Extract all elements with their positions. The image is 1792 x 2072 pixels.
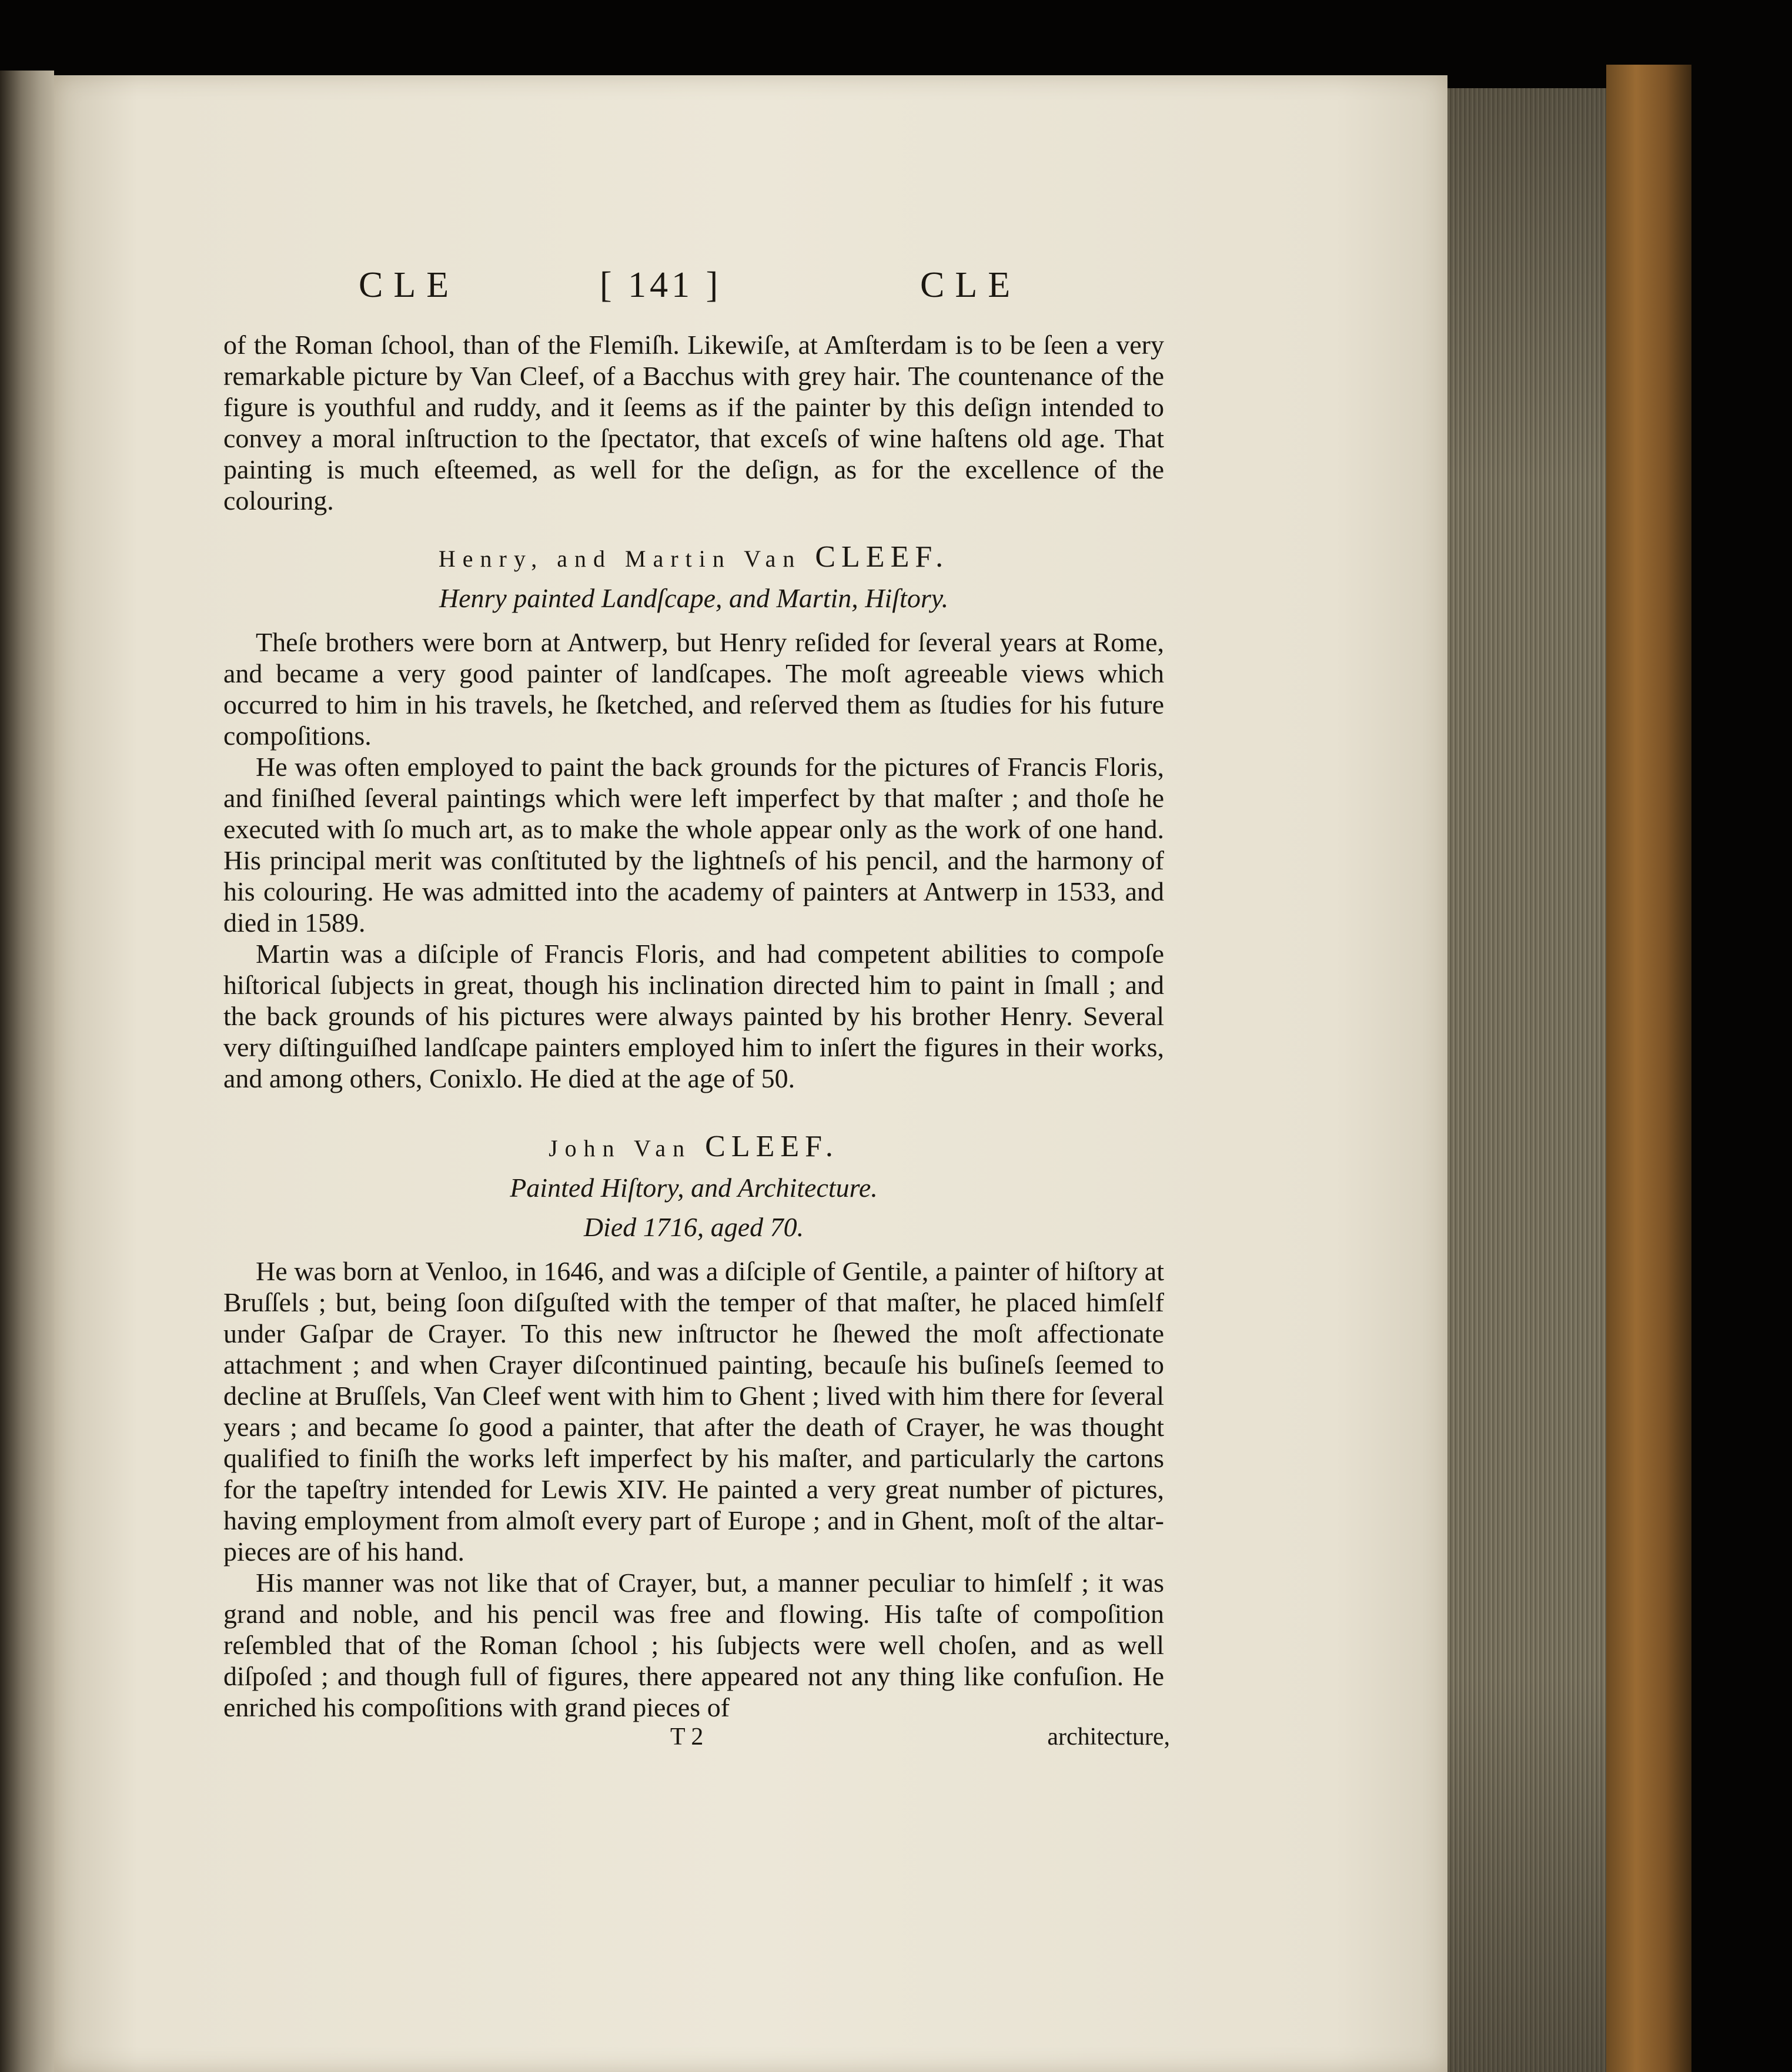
page-fore-edge	[1447, 88, 1606, 2072]
opening-paragraph: of the Roman ſchool, than of the Flemiſh. Likewiſe, at Amſterdam is to be ſeen a very remarkable picture by Van Cleef, of a Bacchus with grey hair. The countenance of the figure is youthful and ruddy, and it ſeems as if the painter by this deſign intended to convey a moral inſtruction to the ſpectator, that exceſs of wine haſtens old age. That painting is much eſteemed, as well for the deſign, as for the excellence of the colouring.	[223, 330, 1164, 516]
signature-mark: T 2	[670, 1723, 704, 1750]
facing-page-edge	[0, 71, 54, 2072]
paragraph: He was born at Venloo, in 1646, and was a diſciple of Gentile, a painter of hiſtory at Bruſſels ; but, being ſoon diſguſted with the temper of that maſter, he placed himſelf under Gaſpar de Crayer. To this new inſtructor he ſhewed the moſt affectionate attachment ; and when Crayer diſcontinued painting, becauſe his buſineſs ſeemed to decline at Bruſſels, Van Cleef went with him to Ghent ; lived with him there for ſeveral years ; and became ſo good a painter, that after the death of Crayer, he was thought qualified to finiſh the works left imperfect by his maſter, and particularly the cartons for the tapeſtry intended for Lewis XIV. He painted a very great number of pictures, having employment from almoſt every part of Europe ; and in Ghent, moſt of the altar-pieces are of his hand.	[223, 1256, 1164, 1566]
running-head-right: CLE	[920, 265, 1021, 305]
page-footer	[223, 1723, 1170, 1764]
section-heading-names: Henry, and Martin Van	[438, 545, 802, 572]
book-cover-edge	[1606, 65, 1691, 2072]
catchword: architecture,	[1047, 1723, 1170, 1750]
section-heading-surname: CLEEF.	[815, 540, 950, 574]
paragraph: Martin was a diſciple of Francis Floris, and had competent abilities to compoſe hiſtorical ſubjects in great, though his inclination directed him to paint in ſmall ; and the back grounds of his pictures were always painted by his brother Henry. Several very diſtinguiſhed landſcape painters employed him to inſert the figures in their works, and among others, Conixlo. He died at the age of 50.	[223, 939, 1164, 1093]
section-subheading: Henry painted Landſcape, and Martin, Hiſtory.	[439, 583, 949, 613]
page-text-block	[223, 259, 1170, 1764]
section-heading-henry-martin	[223, 540, 1164, 574]
running-head-left: CLE	[359, 265, 460, 305]
running-head	[223, 259, 1164, 329]
paragraph: His manner was not like that of Crayer, but, a manner peculiar to himſelf ; it was grand and noble, and his pencil was free and flowing. His taſte of compoſition reſembled that of the Roman ſchool ; his ſubjects were well choſen, and as well diſpoſed ; and though full of figures, there appeared not any thing like confuſion. He enriched his compoſitions with grand pieces of	[223, 1568, 1164, 1722]
died-line: Died 1716, aged 70.	[583, 1212, 804, 1242]
section-heading-names: John Van	[549, 1135, 692, 1161]
paragraph: Theſe brothers were born at Antwerp, but Henry reſided for ſeveral years at Rome, and became a very good painter of landſcapes. The moſt agreeable views which occurred to him in his travels, he ſketched, and reſerved them as ſtudies for his future compoſitions.	[223, 627, 1164, 751]
section-heading-john	[223, 1129, 1164, 1164]
section-subheading: Painted Hiſtory, and Architecture.	[510, 1173, 878, 1203]
paragraph: He was often employed to paint the back grounds for the pictures of Francis Floris, and finiſhed ſeveral paintings which were left imperfect by that maſter ; and thoſe he executed with ſo much art, as to make the whole appear only as the work of one hand. His principal merit was conſtituted by the lightneſs of his pencil, and the harmony of his colouring. He was admitted into the academy of painters at Antwerp in 1533, and died in 1589.	[223, 752, 1164, 938]
page-number: [ 141 ]	[600, 265, 722, 305]
section-heading-surname: CLEEF.	[705, 1130, 839, 1163]
